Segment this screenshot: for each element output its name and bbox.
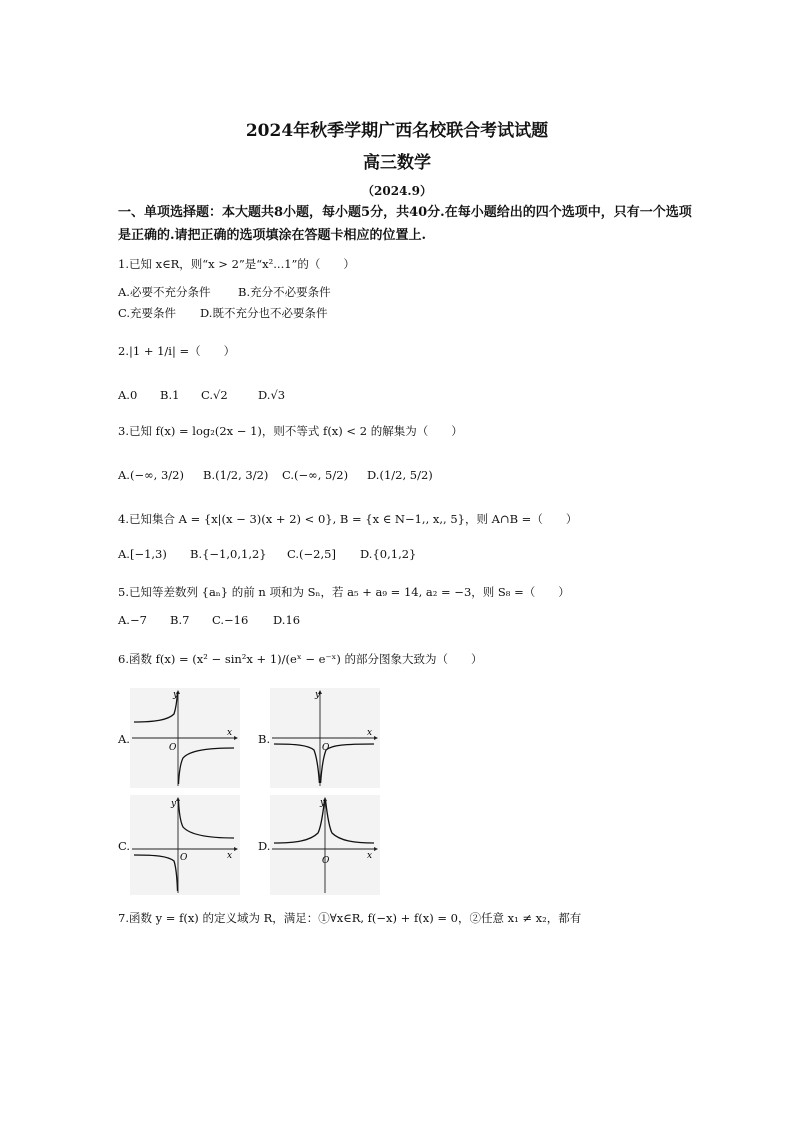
graph-a-y-label: y [173,690,179,700]
q2-option-a: A.0 [118,388,138,402]
graph-a-x-label: x [227,728,233,738]
q3-option-a: A.(−∞, 3/2) [118,468,184,482]
graph-d [270,795,380,895]
graph-d-origin-label: O [322,856,330,866]
q1-option-d: D.既不充分也不必要条件 [200,306,328,320]
q4-option-a: A.[−1,3) [118,547,167,561]
q2-option-b: B.1 [160,388,180,402]
q6-option-b: B. [258,732,271,746]
exam-date: （2024.9） [362,184,432,198]
q1-option-c: C.充要条件 [118,306,177,320]
question-6-stem: 6.函数 f(x) = (x² − sin²x + 1)/(eˣ − e⁻ˣ) 的部分图象大致为（ ） [118,652,483,666]
q1-option-b: B.充分不必要条件 [238,285,331,299]
q5-option-b: B.7 [170,613,190,627]
question-2-stem: 2.|1 + 1/i| =（ ） [118,344,236,358]
question-1-stem: 1.已知 x∈R，则“x > 2”是“x²...1”的（ ） [118,257,355,271]
q6-option-a: A. [118,732,130,746]
q5-option-a: A.−7 [118,613,147,627]
exam-title: 2024年秋季学期广西名校联合考试试题 [245,121,549,141]
graph-a [130,688,240,788]
graph-c-origin-label: O [180,853,188,863]
question-4-stem: 4.已知集合 A = {x|(x − 3)(x + 2) < 0}, B = {x ∈ N−1,, x,, 5}，则 A∩B =（ ） [118,512,578,526]
q6-option-d: D. [258,839,271,853]
graph-c-background [130,795,240,895]
q3-option-c: C.(−∞, 5/2) [282,468,349,482]
graph-d-x-label: x [367,851,373,861]
q2-option-c: C.√2 [201,388,228,402]
q4-option-b: B.{−1,0,1,2} [190,547,267,561]
graph-b-origin-label: O [322,743,330,753]
graph-c-y-label: y [171,799,177,809]
graph-b-y-label: y [315,690,321,700]
graph-c [130,795,240,895]
section-heading: 一、单项选择题：本大题共8小题，每小题5分，共40分.在每小题给出的四个选项中，只有一个选项是正确的.请把正确的选项填涂在答题卡相应的位置上. [118,205,692,243]
subject-title: 高三数学 [363,153,431,173]
q3-option-b: B.(1/2, 3/2) [203,468,269,482]
q4-option-c: C.(−2,5] [287,547,336,561]
graph-d-y-label: y [320,798,326,808]
graph-b-x-label: x [367,728,373,738]
q2-option-d: D.√3 [258,388,286,402]
q4-option-d: D.{0,1,2} [360,547,417,561]
q6-option-c: C. [118,839,131,853]
q1-option-a: A.必要不充分条件 [118,285,211,299]
q5-option-c: C.−16 [212,613,249,627]
graph-c-x-label: x [227,851,233,861]
question-3-stem: 3.已知 f(x) = log₂(2x − 1)，则不等式 f(x) < 2 的解集为（ ） [118,424,463,438]
graph-a-origin-label: O [169,743,177,753]
q3-option-d: D.(1/2, 5/2) [367,468,433,482]
question-5-stem: 5.已知等差数列 {aₙ} 的前 n 项和为 Sₙ，若 a₅ + a₉ = 14, a₂ = −3，则 S₈ =（ ） [118,585,570,599]
graph-b [270,688,380,788]
question-7-stem: 7.函数 y = f(x) 的定义域为 R，满足：①∀x∈R, f(−x) + f(x) = 0，②任意 x₁ ≠ x₂，都有 [118,911,582,925]
q5-option-d: D.16 [273,613,301,627]
